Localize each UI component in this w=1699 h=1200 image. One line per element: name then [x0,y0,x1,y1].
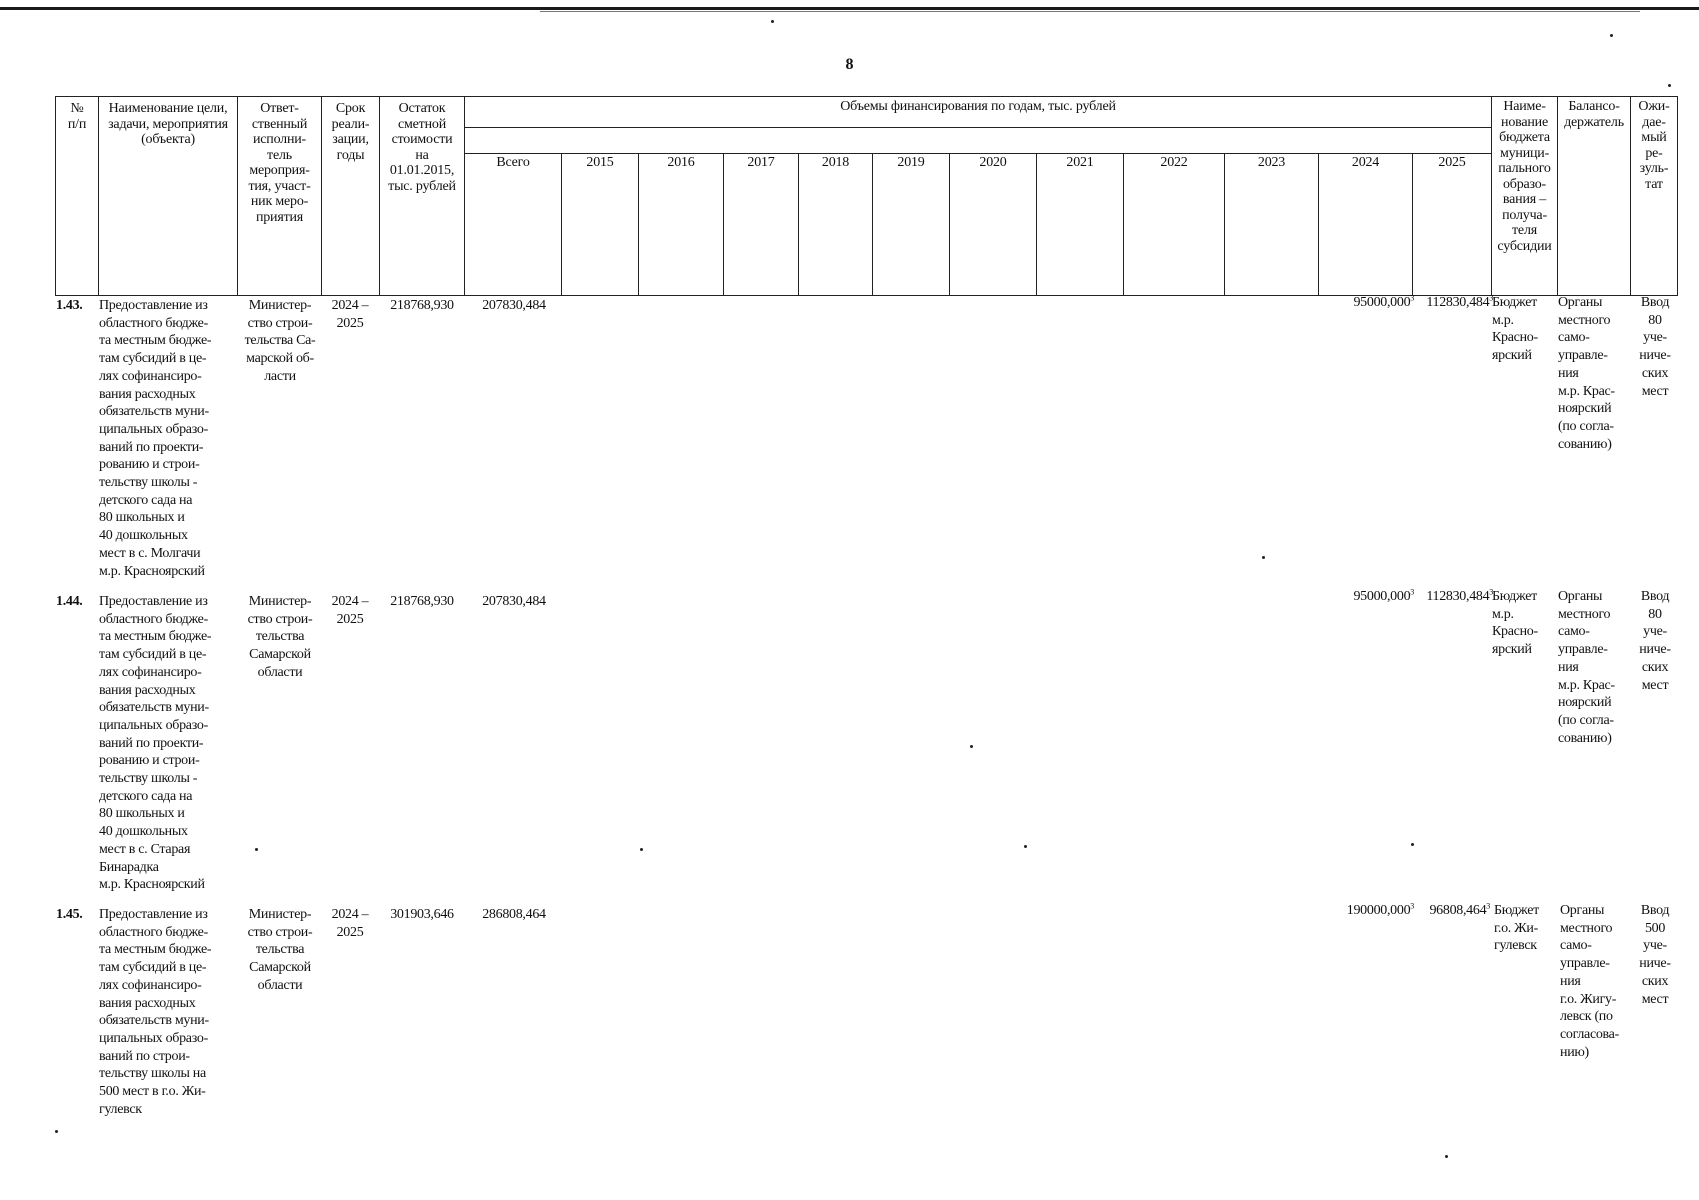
page-number: 8 [845,56,854,73]
header-label-term: Срок реали- зации, годы [331,101,370,163]
row-remainder: 218768,930 [390,298,454,313]
header-cell-year [872,153,950,296]
scan-speck [1411,843,1414,846]
header-cell-year [1318,153,1413,296]
row-term: 2024 – 2025 [331,298,369,331]
header-cell-year [638,153,724,296]
row-name: Предоставление из областного бюдже- та местным бюдже- там субсидий в це- лях софинансиро- вания расходных обязательств муни- ципальных образо- ваний по строи- тельству школы на 500 мест в г.о. Жи- гулевск [99,907,212,1117]
header-label-year: 2024 [1351,155,1380,170]
row-term: 2024 – 2025 [331,594,369,627]
row-budget: Бюджет м.р. Красно- ярский [1492,295,1538,364]
row-holder: Органы местного само- управле- ния г.о. Жигу- левск (по согласова- нию) [1560,903,1619,1060]
row-result: Ввод 80 уче- ниче- ских мест [1639,295,1671,399]
row-executor: Министер- ство строи- тельства Самарской области [247,594,313,680]
row-value-2025: 96808,464$^3$ [1429,901,1490,918]
header-label-year: 2022 [1160,155,1188,170]
scan-speck [1445,1155,1448,1158]
header-cell-year [1123,153,1225,296]
header-spacer-row [464,127,1492,154]
row-value-2024: 95000,000$^3$ [1353,293,1414,310]
header-cell-year [949,153,1037,296]
header-label-year: 2017 [747,155,775,170]
row-result: Ввод 80 уче- ниче- ских мест [1639,589,1671,693]
scan-speck [55,1130,58,1133]
scan-speck [1610,34,1613,37]
header-label-financing: Объемы финансирования по годам, тыс. рублей [840,99,1116,114]
row-total: 207830,484 [482,298,546,313]
header-label-result: Ожи- дае- мый ре- зуль- тат [1638,99,1670,192]
row-executor: Министер- ство строи- тельства Са- марской об- ласти [244,298,316,384]
header-label-year: 2023 [1257,155,1286,170]
scan-top-border-thin [540,11,1640,12]
header-label-budget: Наиме- нование бюджета муници- пального образо- вания – получа- теля субсидии [1497,99,1552,254]
row-number: 1.45. [56,907,83,922]
scan-speck [771,20,774,23]
row-remainder: 301903,646 [390,907,454,922]
header-cell-year [1036,153,1124,296]
header-cell-year [798,153,873,296]
scan-speck [640,848,643,851]
header-cell-year [1224,153,1319,296]
row-value-2025: 112830,484$^3$ [1426,587,1493,604]
header-label-year: 2025 [1438,155,1466,170]
scan-speck [1024,845,1027,848]
row-remainder: 218768,930 [390,594,454,609]
row-term: 2024 – 2025 [331,907,369,940]
row-name: Предоставление из областного бюдже- та местным бюдже- там субсидий в це- лях софинансиро- вания расходных обязательств муни- ципальных образо- ваний по проекти- рованию и строи- тельству школы - детского сада на 80 школьных и 40 дошкольных мест в с. Молгачи м.р. Красноярский [99,298,212,579]
row-value-2024: 190000,000$^3$ [1346,901,1414,918]
footnote-mark: 3 [1410,293,1414,303]
row-total: 207830,484 [482,594,546,609]
row-value-2024: 95000,000$^3$ [1353,587,1414,604]
header-label-remainder: Остаток сметной стоимости на 01.01.2015, тыс. рублей [388,101,456,194]
footnote-mark: 3 [1410,901,1414,911]
row-value-2025: 112830,484$^3$ [1426,293,1493,310]
header-cell-year [561,153,639,296]
header-label-num: № п/п [67,101,87,132]
header-label-year: 2021 [1066,155,1094,170]
header-label-year: 2018 [821,155,850,170]
footnote-mark: 3 [1410,587,1414,597]
header-label-year: 2016 [667,155,695,170]
row-holder: Органы местного само- управле- ния м.р. Крас- ноярский (по согла- сованию) [1558,589,1615,746]
header-cell-year [723,153,799,296]
scan-speck [1668,84,1671,87]
row-budget: Бюджет г.о. Жи- гулевск [1494,903,1539,954]
header-label-holder: Балансо- держатель [1564,99,1624,130]
footnote-mark: 3 [1489,293,1493,303]
header-label-total: Всего [496,155,530,170]
row-budget: Бюджет м.р. Красно- ярский [1492,589,1538,658]
header-label-year: 2019 [897,155,925,170]
scan-speck [255,848,258,851]
footnote-mark: 3 [1489,587,1493,597]
row-holder: Органы местного само- управле- ния м.р. Крас- ноярский (по согла- сованию) [1558,295,1615,452]
header-label-year: 2020 [979,155,1007,170]
header-label-executor: Ответ- ственный исполни- тель мероприя- тия, участ- ник меро- приятия [248,101,311,225]
row-executor: Министер- ство строи- тельства Самарской области [247,907,313,993]
scan-speck [1262,556,1265,559]
header-label-year: 2015 [586,155,614,170]
row-name: Предоставление из областного бюдже- та местным бюдже- там субсидий в це- лях софинансиро- вания расходных обязательств муни- ципальных образо- ваний по проекти- рованию и строи- тельству школы - детского сада на 80 школьных и 40 дошкольных мест в с. Старая Бинарадка м.р. Красноярский [99,594,212,893]
scan-top-border [0,7,1699,10]
row-total: 286808,464 [482,907,546,922]
footnote-mark: 3 [1486,901,1490,911]
header-label-name: Наименование цели, задачи, мероприятия (объекта) [108,101,228,147]
row-number: 1.44. [56,594,83,609]
header-cell-year [1412,153,1492,296]
header-cell-total [464,153,562,296]
scan-speck [970,745,973,748]
row-result: Ввод 500 уче- ниче- ских мест [1639,903,1671,1007]
row-number: 1.43. [56,298,83,313]
